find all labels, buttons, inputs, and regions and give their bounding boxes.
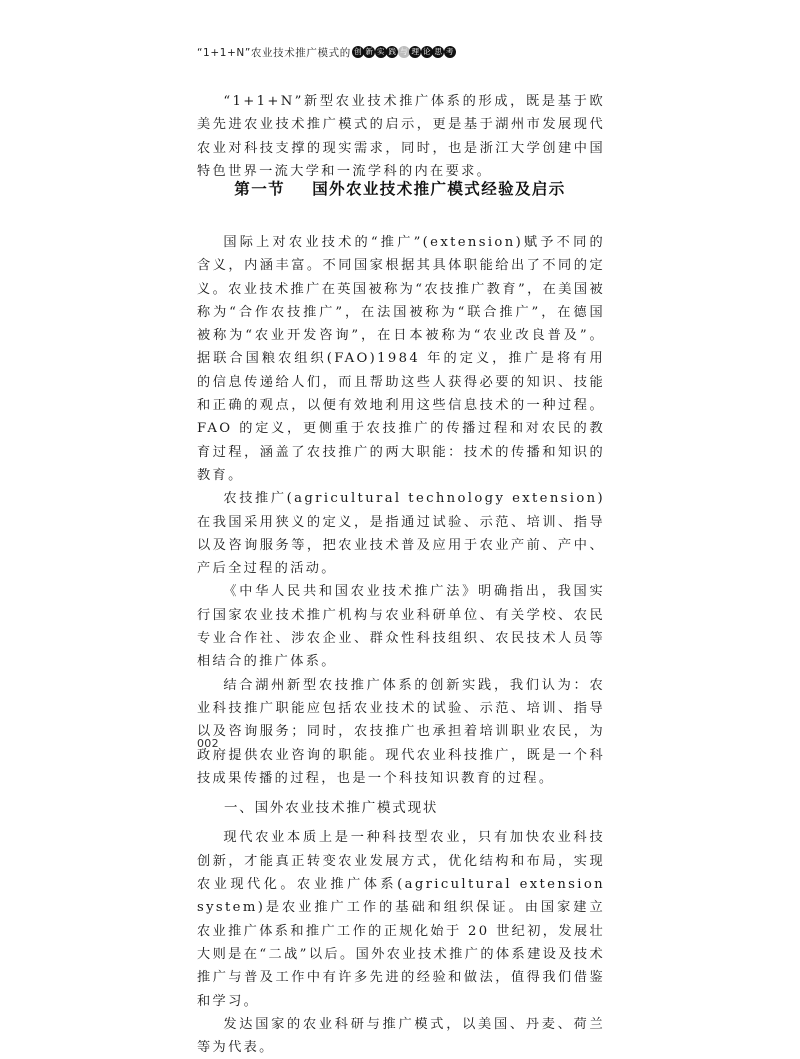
- page-number: 002: [197, 737, 219, 750]
- paragraph: 《中华人民共和国农业技术推广法》明确指出，我国实行国家农业技术推广机构与农业科研单位、有关学校、农民专业合作社、涉农企业、群众性科技组织、农民技术人员等相结合的推广体系。: [197, 584, 605, 670]
- section-number: 第一节: [234, 180, 285, 198]
- intro-block: [197, 90, 605, 183]
- intro-paragraph: “1+1+N”新型农业技术推广体系的形成，既是基于欧美先进农业技术推广模式的启示，更是基于湖州市发展现代农业对科技支撑的现实需求，同时，也是浙江大学创建中国特色世界一流大学和一流学科的内在要求。: [197, 94, 605, 179]
- section-title: [0, 177, 800, 199]
- book-title-badges: [352, 46, 456, 58]
- title-badge: 创: [352, 46, 364, 58]
- paragraph: 农技推广(agricultural technology extension)在我国采用狭义的定义，是指通过试验、示范、培训、指导以及咨询服务等，把农业技术普及应用于农业产前、产中、产后全过程的活动。: [197, 491, 605, 577]
- title-badge: 与: [398, 46, 410, 58]
- book-title-prefix: “1+1+N”农业技术推广模式的: [197, 46, 351, 59]
- title-badge: 新: [363, 46, 375, 58]
- paragraph: 发达国家的农业科研与推广模式，以美国、丹麦、荷兰等为代表。: [197, 1016, 605, 1056]
- title-badge: 思: [432, 46, 444, 58]
- running-header: [197, 44, 455, 60]
- title-badge: 考: [444, 46, 456, 58]
- title-badge: 践: [386, 46, 398, 58]
- title-badge: 理: [409, 46, 421, 58]
- subsection-heading: 一、国外农业技术推广模式现状: [224, 800, 439, 817]
- paragraph: 结合湖州新型农技推广体系的创新实践，我们认为：农业科技推广职能应包括农业技术的试验、示范、培训、指导以及咨询服务；同时，农技推广也承担着培训职业农民，为政府提供农业咨询的职能。现代农业科技推广，既是一个科技成果传播的过程，也是一个科技知识教育的过程。: [197, 677, 605, 786]
- paragraph: 国际上对农业技术的“推广”(extension)赋予不同的含义，内涵丰富。不同国家根据其具体职能给出了不同的定义。农业技术推广在英国被称为“农技推广教育”，在美国被称为“合作农技推广”，在法国被称为“联合推广”，在德国被称为“农业开发咨询”，在日本被称为“农业改良普及”。据联合国粮农组织(FAO)1984 年的定义，推广是将有用的信息传递给人们，而且帮助这些人获得必要的知识、技能和正确的观点，以便有效地利用这些信息技术的一种过程。FAO 的定义，更侧重于农技推广的传播过程和对农民的教育过程，涵盖了农技推广的两大职能：技术的传播和知识的教育。: [197, 235, 605, 483]
- section-body: [197, 231, 605, 1059]
- section-title-text: 国外农业技术推广模式经验及启示: [312, 180, 566, 198]
- title-badge: 实: [375, 46, 387, 58]
- paragraph: 现代农业本质上是一种科技型农业，只有加快农业科技创新，才能真正转变农业发展方式，优化结构和布局，实现农业现代化。农业推广体系(agricultural extension system)是农业推广工作的基础和组织保证。由国家建立农业推广体系和推广工作的正规化始于 20 世纪初，发展壮大则是在“二战”以后。国外农业技术推广的体系建设及技术推广与普及工作中有许多先进的经验和做法，值得我们借鉴和学习。: [197, 830, 605, 1009]
- title-badge: 论: [421, 46, 433, 58]
